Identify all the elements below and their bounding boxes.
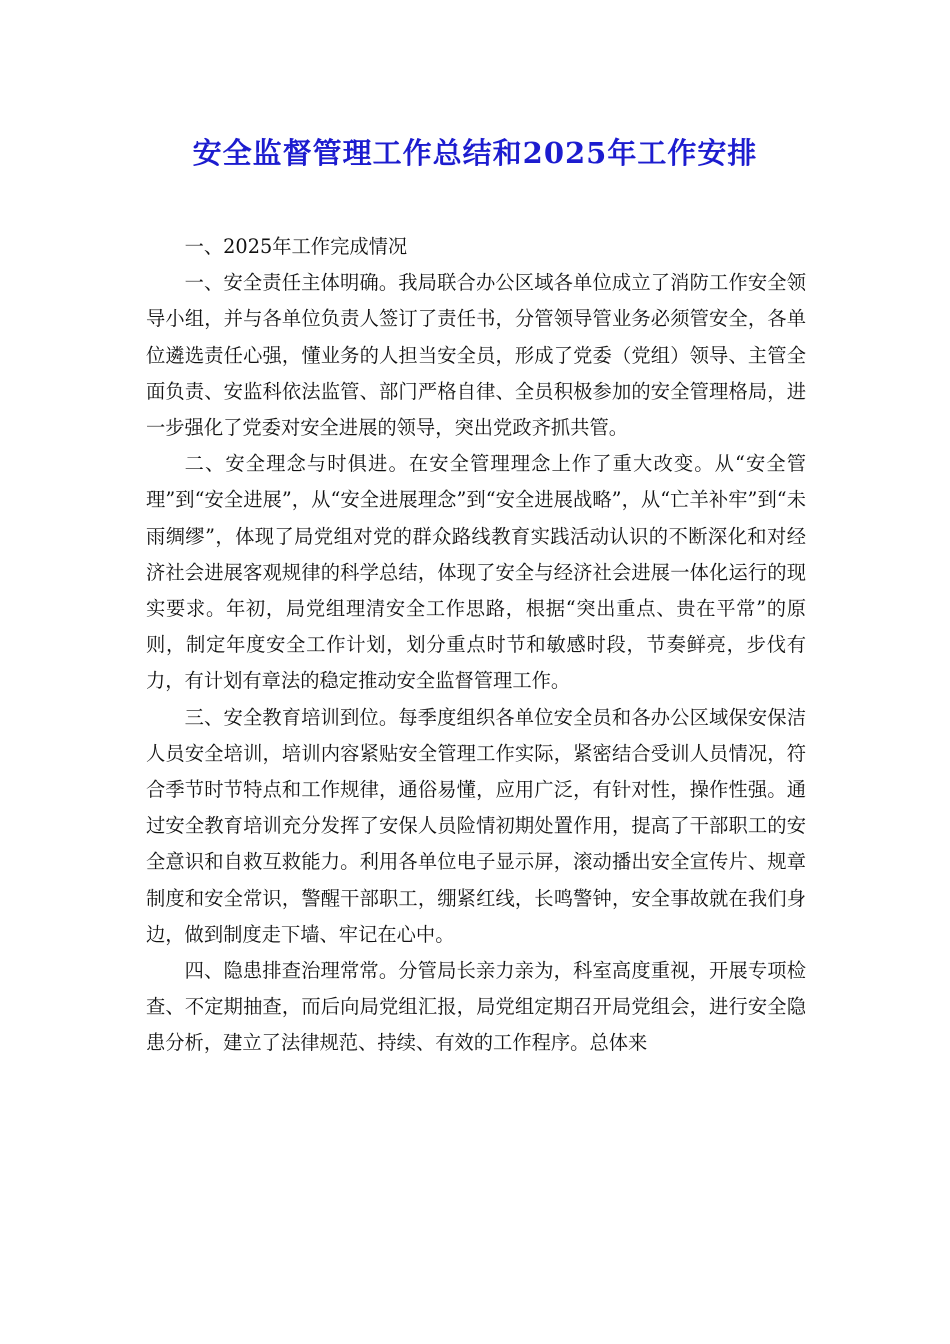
paragraph-responsibility: 一、安全责任主体明确。我局联合办公区域各单位成立了消防工作安全领导小组，并与各单位负责人签订了责任书，分管领导管业务必须管安全，各单位遴选责任心强，懂业务的人担当安全员，形成了党委（党组）领导、主管全面负责、安监科依法监管、部门严格自律、全员积极参加的安全管理格局，进一步强化了党委对安全进展的领导，突出党政齐抓共管。 bbox=[146, 271, 806, 440]
paragraph-concept: 二、安全理念与时俱进。在安全管理理念上作了重大改变。从“安全管理”到“安全进展”，从“安全进展理念”到“安全进展战略”，从“亡羊补牢”到“未雨绸缪”，体现了局党组对党的群众路线教育实践活动认识的不断深化和对经济社会进展客观规律的科学总结，体现了安全与经济社会进展一体化运行的现实要求。年初，局党组理清安全工作思路，根据“突出重点、贵在平常”的原则，制定年度安全工作计划，划分重点时节和敏感时段，节奏鲜亮，步伐有力，有计划有章法的稳定推动安全监督管理工作。 bbox=[146, 452, 806, 693]
section-heading: 一、2025年工作完成情况 bbox=[184, 235, 408, 258]
paragraph-hazard-check: 四、隐患排查治理常常。分管局长亲力亲为，科室高度重视，开展专项检查、不定期抽查，而后向局党组汇报，局党组定期召开局党组会，进行安全隐患分析，建立了法律规范、持续、有效的工作程序。总体来 bbox=[146, 959, 806, 1055]
document-title: 安全监督管理工作总结和2025年工作安排 bbox=[192, 136, 758, 170]
document-body bbox=[146, 229, 806, 1062]
paragraph-training: 三、安全教育培训到位。每季度组织各单位安全员和各办公区域保安保洁人员安全培训，培训内容紧贴安全管理工作实际，紧密结合受训人员情况，符合季节时节特点和工作规律，通俗易懂，应用广泛，有针对性，操作性强。通过安全教育培训充分发挥了安保人员险情初期处置作用，提高了干部职工的安全意识和自救互救能力。利用各单位电子显示屏，滚动播出安全宣传片、规章制度和安全常识，警醒干部职工，绷紧红线，长鸣警钟，安全事故就在我们身边，做到制度走下墙、牢记在心中。 bbox=[146, 705, 806, 946]
